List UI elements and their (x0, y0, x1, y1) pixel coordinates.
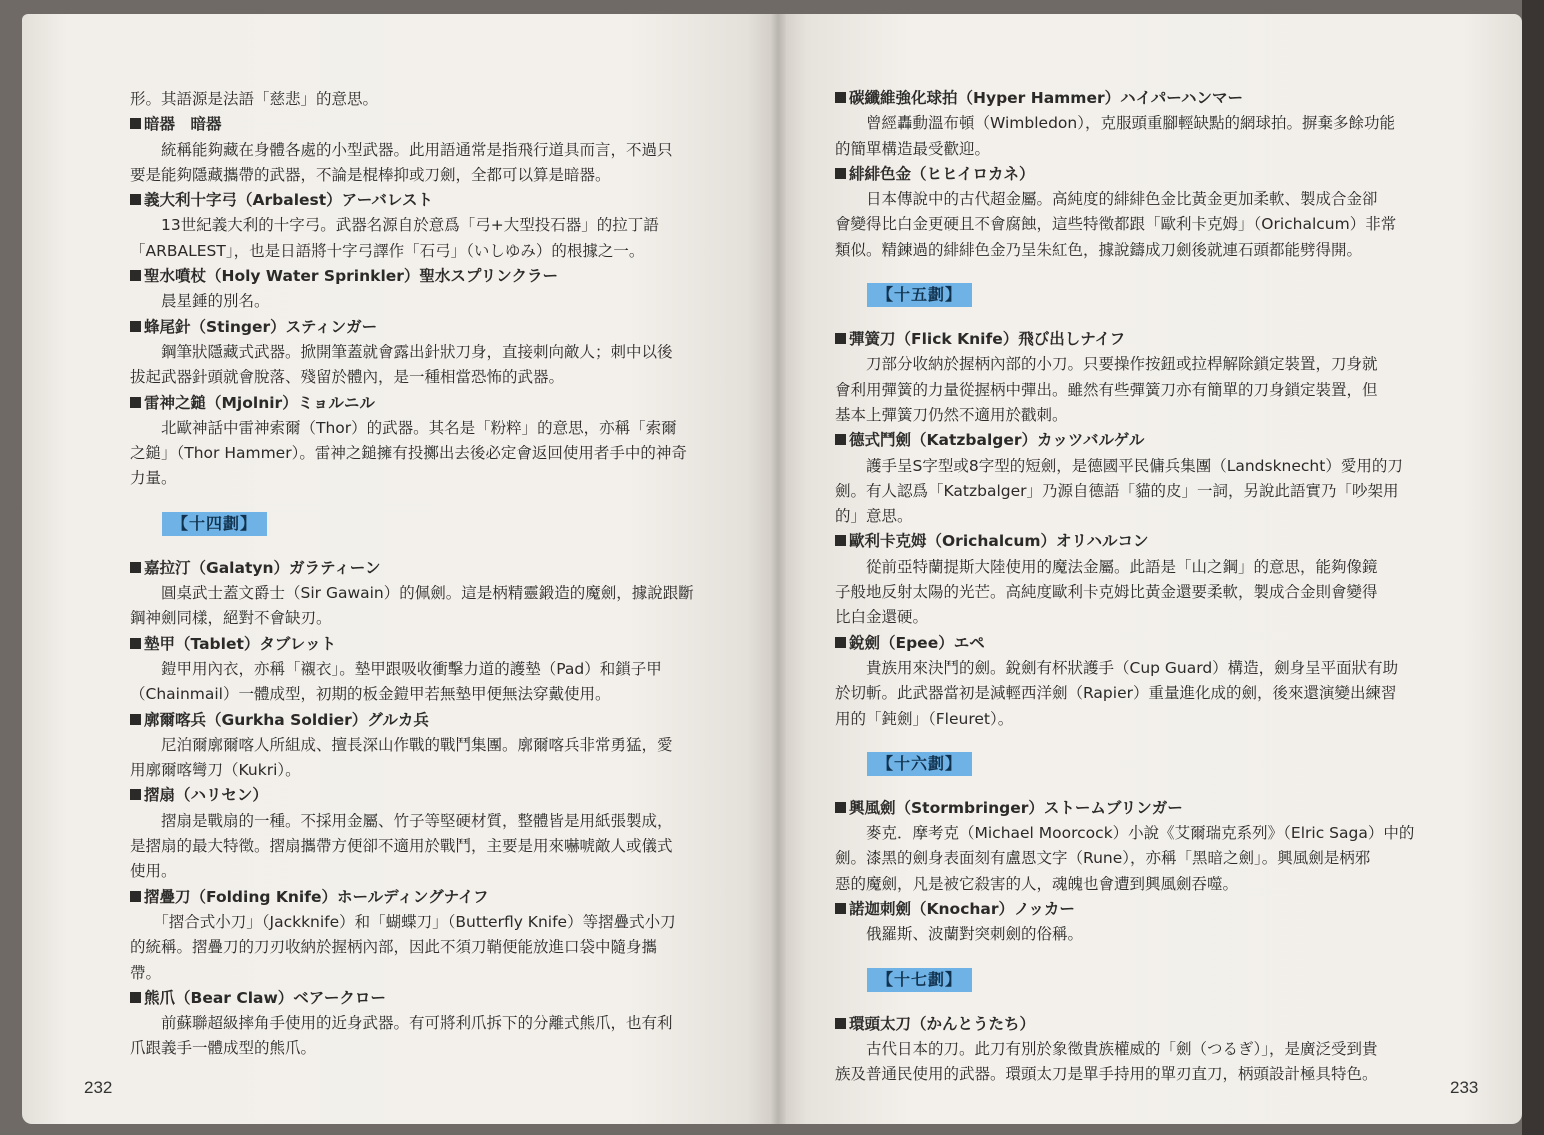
glossary-term-label: 銳劍（Epee）エペ (849, 633, 985, 652)
page-number-right: 233 (1450, 1078, 1479, 1097)
body-text-line: 基本上彈簧刀仍然不適用於戳刺。 (835, 405, 1068, 424)
body-text-line: 族及普通民使用的武器。環頭太刀是單手持用的單刃直刀，柄頭設計極具特色。 (835, 1065, 1378, 1084)
square-bullet-icon (130, 562, 141, 573)
glossary-term-label: 摺扇（ハリセン） (144, 786, 268, 805)
glossary-term-label: 蜂尾針（Stinger）スティンガー (144, 317, 378, 336)
square-bullet-icon (130, 992, 141, 1003)
section-heading (835, 732, 1435, 796)
glossary-term (130, 315, 730, 340)
glossary-term (130, 986, 730, 1011)
glossary-term (130, 708, 730, 733)
section-heading (835, 948, 1435, 1012)
body-text-line: 貴族用來決鬥的劍。銳劍有杯狀護手（Cup Guard）構造，劍身呈平面狀有助 (835, 658, 1399, 677)
glossary-term-label: 墊甲（Tablet）タブレット (144, 634, 337, 653)
body-text-line: 「摺合式小刀」（Jackknife）和「蝴蝶刀」（Butterfly Knife）等摺疊式小刀 (130, 912, 676, 931)
body-text-line: 鋼筆狀隱藏式武器。掀開筆蓋就會露出針狀刀身，直接刺向敵人；刺中以後 (130, 342, 673, 361)
square-bullet-icon (130, 118, 141, 129)
body-text-line: 用的「鈍劍」（Fleuret）。 (835, 709, 1014, 728)
book-gutter (770, 14, 786, 1124)
body-text-line: 曾經轟動溫布頓（Wimbledon），克服頭重腳輕缺點的網球拍。摒棄多餘功能 (835, 114, 1395, 133)
section-heading (130, 492, 730, 556)
glossary-term (835, 529, 1435, 554)
body-text-line: 子般地反射太陽的光芒。高純度歐利卡克姆比黃金還要柔軟，製成合金則會變得 (835, 583, 1378, 602)
body-text-line: 用廓爾喀彎刀（Kukri）。 (130, 761, 301, 780)
square-bullet-icon (130, 270, 141, 281)
glossary-term (130, 783, 730, 808)
body-text-line: 晨星錘的別名。 (130, 292, 270, 311)
square-bullet-icon (130, 714, 141, 725)
body-text-line: 力量。 (130, 469, 177, 488)
body-text-line: 俄羅斯、波蘭對突刺劍的俗稱。 (835, 925, 1084, 944)
body-text-line: 劍。漆黑的劍身表面刻有盧恩文字（Rune），亦稱「黑暗之劍」。興風劍是柄邪 (835, 849, 1371, 868)
square-bullet-icon (835, 637, 846, 648)
glossary-term-label: 嘉拉汀（Galatyn）ガラティーン (144, 558, 381, 577)
section-heading-label: 【十七劃】 (867, 968, 972, 992)
square-bullet-icon (835, 92, 846, 103)
body-text-line: （Chainmail）一體成型，初期的板金鎧甲若無墊甲便無法穿戴使用。 (130, 685, 611, 704)
body-text-line: 的」意思。 (835, 507, 913, 526)
square-bullet-icon (130, 638, 141, 649)
body-text-line: 類似。精鍊過的緋緋色金乃呈朱紅色，據說鑄成刀劍後就連石頭都能劈得開。 (835, 240, 1363, 259)
page-edge (1522, 0, 1544, 1135)
square-bullet-icon (130, 397, 141, 408)
glossary-term (835, 86, 1435, 111)
square-bullet-icon (835, 434, 846, 445)
glossary-term (835, 428, 1435, 453)
page-number-left: 232 (84, 1078, 113, 1097)
body-text-line: 北歐神話中雷神索爾（Thor）的武器。其名是「粉粹」的意思，亦稱「索爾 (130, 418, 677, 437)
body-text-line: 圓桌武士蓋文爵士（Sir Gawain）的佩劍。這是柄精靈鍛造的魔劍，據說跟斷 (130, 584, 694, 603)
body-text-line: 摺扇是戰扇的一種。不採用金屬、竹子等堅硬材質，整體皆是用紙張製成， (130, 811, 673, 830)
body-text-line: 麥克．摩考克（Michael Moorcock）小說《艾爾瑞克系列》（Elric Saga）中的 (835, 824, 1415, 843)
glossary-term-label: 緋緋色金（ヒヒイロカネ） (849, 164, 1035, 183)
right-page-text (835, 86, 1435, 1088)
glossary-term-label: 德式鬥劍（Katzbalger）カッツバルゲル (849, 431, 1145, 450)
glossary-term-label: 雷神之鎚（Mjolnir）ミョルニル (144, 393, 375, 412)
glossary-term-label: 碳纖維強化球拍（Hyper Hammer）ハイパーハンマー (849, 89, 1244, 107)
section-heading-label: 【十四劃】 (162, 512, 267, 536)
body-text-line: 比白金還硬。 (835, 608, 929, 627)
body-text-line: 鎧甲用內衣，亦稱「襯衣」。墊甲跟吸收衝擊力道的護墊（Pad）和鎖子甲 (130, 659, 662, 678)
glossary-term (130, 885, 730, 910)
body-text-line: 爪跟義手一體成型的熊爪。 (130, 1039, 317, 1058)
square-bullet-icon (130, 789, 141, 800)
body-text-line: 日本傳說中的古代超金屬。高純度的緋緋色金比黃金更加柔軟、製成合金卻 (835, 190, 1378, 209)
square-bullet-icon (130, 321, 141, 332)
body-text-line: 拔起武器針頭就會脫落、殘留於體內，是一種相當恐怖的武器。 (130, 368, 565, 387)
square-bullet-icon (130, 194, 141, 205)
glossary-term-label: 諾迦刺劍（Knochar）ノッカー (849, 900, 1075, 919)
body-text-line: 尼泊爾廓爾喀人所組成、擅長深山作戰的戰鬥集團。廓爾喀兵非常勇猛，愛 (130, 735, 673, 754)
body-text-line: 使用。 (130, 862, 177, 881)
body-text-line: 是摺扇的最大特徵。摺扇攜帶方便卻不適用於戰鬥，主要是用來嚇唬敵人或儀式 (130, 837, 673, 856)
body-text-line: 帶。 (130, 963, 162, 982)
glossary-term-label: 聖水噴杖（Holy Water Sprinkler）聖水スプリンクラー (144, 267, 558, 286)
glossary-term-label: 義大利十字弓（Arbalest）アーバレスト (144, 191, 433, 210)
glossary-term (835, 162, 1435, 187)
body-text-line: 「ARBALEST」，也是日語將十字弓譯作「石弓」（いしゆみ）的根據之一。 (130, 241, 645, 260)
square-bullet-icon (835, 333, 846, 344)
body-text-line: 之鎚」（Thor Hammer）。雷神之鎚擁有投擲出去後必定會返回使用者手中的神奇 (130, 444, 687, 463)
glossary-term (130, 632, 730, 657)
glossary-term (835, 1012, 1435, 1037)
body-text-line: 從前亞特蘭提斯大陸使用的魔法金屬。此語是「山之鋼」的意思，能夠像鏡 (835, 557, 1378, 576)
section-heading-label: 【十六劃】 (867, 752, 972, 776)
glossary-term-label: 歐利卡克姆（Orichalcum）オリハルコン (849, 532, 1149, 551)
body-text-line: 鋼神劍同樣，絕對不會缺刃。 (130, 609, 332, 628)
body-text-line: 護手呈S字型或8字型的短劍，是德國平民傭兵集團（Landsknecht）愛用的刀 (835, 456, 1403, 475)
glossary-term (130, 556, 730, 581)
square-bullet-icon (835, 802, 846, 813)
square-bullet-icon (835, 903, 846, 914)
body-text-line: 13世紀義大利的十字弓。武器名源自於意爲「弓+大型投石器」的拉丁語 (130, 216, 659, 235)
glossary-term (835, 796, 1435, 821)
glossary-term (130, 188, 730, 213)
body-text-line: 劍。有人認爲「Katzbalger」乃源自德語「貓的皮」一詞，另說此語實乃「吵架用 (835, 481, 1399, 500)
glossary-term (835, 327, 1435, 352)
glossary-term (130, 112, 730, 137)
square-bullet-icon (130, 891, 141, 902)
body-text-line: 前蘇聯超級摔角手使用的近身武器。有可將利爪拆下的分離式熊爪，也有利 (130, 1014, 673, 1033)
glossary-term (130, 391, 730, 416)
body-text-line: 要是能夠隱藏攜帶的武器，不論是棍棒抑或刀劍，全都可以算是暗器。 (130, 165, 611, 184)
square-bullet-icon (835, 535, 846, 546)
body-text-line: 於切斬。此武器當初是減輕西洋劍（Rapier）重量進化成的劍，後來還演變出練習 (835, 684, 1397, 703)
glossary-term-label: 彈簧刀（Flick Knife）飛び出しナイフ (849, 330, 1126, 349)
glossary-term (835, 631, 1435, 656)
glossary-term-label: 熊爪（Bear Claw）ベアークロー (144, 988, 386, 1007)
glossary-term (130, 264, 730, 289)
square-bullet-icon (835, 1018, 846, 1029)
body-text-line: 會利用彈簧的力量從握柄中彈出。雖然有些彈簧刀亦有簡單的刀身鎖定裝置，但 (835, 380, 1378, 399)
body-text-line: 刀部分收納於握柄內部的小刀。只要操作按鈕或拉桿解除鎖定裝置，刀身就 (835, 355, 1378, 374)
glossary-term-label: 摺疊刀（Folding Knife）ホールディングナイフ (144, 887, 489, 906)
glossary-term-label: 環頭太刀（かんとうたち） (849, 1014, 1036, 1033)
body-text-line: 的統稱。摺疊刀的刀刃收納於握柄內部，因此不須刀鞘便能放進口袋中隨身攜 (130, 938, 658, 957)
section-heading-label: 【十五劃】 (867, 283, 972, 307)
body-text-line: 古代日本的刀。此刀有別於象徵貴族權威的「劍（つるぎ）」，是廣泛受到貴 (835, 1039, 1378, 1058)
glossary-term-label: 暗器 暗器 (144, 115, 222, 134)
glossary-term (835, 897, 1435, 922)
square-bullet-icon (835, 168, 846, 179)
glossary-term-label: 興風劍（Stormbringer）ストームブリンガー (849, 798, 1183, 817)
glossary-term-label: 廓爾喀兵（Gurkha Soldier）グルカ兵 (144, 710, 429, 729)
body-text-line: 的簡單構造最受歡迎。 (835, 139, 991, 158)
body-text-line: 會變得比白金更硬且不會腐蝕，這些特徵都跟「歐利卡克姆」（Orichalcum）非常 (835, 215, 1397, 234)
body-text-line: 形。其語源是法語「慈悲」的意思。 (130, 90, 379, 108)
body-text-line: 統稱能夠藏在身體各處的小型武器。此用語通常是指飛行道具而言，不過只 (130, 140, 673, 159)
body-text-line: 惡的魔劍，凡是被它殺害的人，魂魄也會遭到興風劍吞噬。 (835, 874, 1239, 893)
left-page-text (130, 87, 730, 1062)
section-heading (835, 263, 1435, 327)
